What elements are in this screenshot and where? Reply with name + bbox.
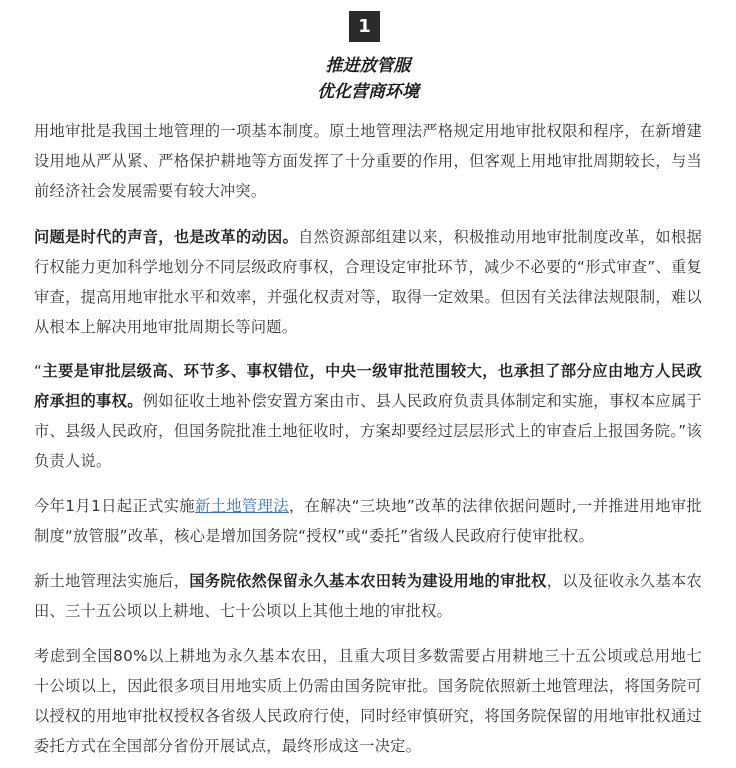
section-number-badge: 1 bbox=[349, 11, 380, 42]
paragraph-5-after: ，以及征收永久基本农田、三十五公顷以上耕地、七十公顷以上其他土地的审批权。 bbox=[34, 572, 702, 620]
paragraph-2 bbox=[34, 222, 702, 342]
paragraph-3 bbox=[34, 356, 702, 476]
paragraph-4-before: 今年1月1日起正式实施 bbox=[34, 497, 196, 515]
paragraph-5-bold: 国务院依然保留永久基本农田转为建设用地的审批权 bbox=[189, 572, 547, 590]
paragraph-3-bold: 主要是审批层级高、环节多、事权错位，中央一级审批范围较大，也承担了部分应由地方人民政府承担的事权。 bbox=[34, 362, 702, 410]
paragraph-2-text: 自然资源部组建以来，积极推动用地审批制度改革，如根据行权能力更加科学地划分不同层级政府事权，合理设定审批环节，减少不必要的“形式审查”、重复审查，提高用地审批水平和效率，并强化权责对等，取得一定效果。但因有关法律法规限制，难以从根本上解决用地审批周期长等问题。 bbox=[34, 228, 702, 336]
paragraph-4 bbox=[34, 491, 702, 551]
paragraph-1-text: 用地审批是我国土地管理的一项基本制度。原土地管理法严格规定用地审批权限和程序，在新增建设用地从严从紧、严格保护耕地等方面发挥了十分重要的作用，但客观上用地审批周期较长，与当前经济社会发展需要有较大冲突。 bbox=[34, 122, 702, 200]
land-law-link[interactable]: 新土地管理法 bbox=[195, 497, 289, 515]
paragraph-5 bbox=[34, 566, 702, 626]
paragraph-6-text: 考虑到全国80%以上耕地为永久基本农田，且重大项目多数需要占用耕地三十五公顷或总用地七十公顷以上，因此很多项目用地实质上仍需由国务院审批。国务院依照新土地管理法，将国务院可以授权的用地审批权授权各省级人民政府行使，同时经审慎研究，将国务院保留的用地审批权通过委托方式在全国部分省份开展试点，最终形成这一决定。 bbox=[34, 647, 702, 755]
paragraph-4-after: ，在解决“三块地”改革的法律依据问题时,一并推进用地审批制度“放管服”改革，核心是增加国务院“授权”或“委托”省级人民政府行使审批权。 bbox=[34, 497, 702, 545]
paragraph-2-bold: 问题是时代的声音，也是改革的动因。 bbox=[34, 228, 299, 246]
paragraph-1 bbox=[34, 116, 702, 206]
paragraph-3-text: 例如征收土地补偿安置方案由市、县人民政府负责具体制定和实施，事权本应属于市、县级人民政府，但国务院批准土地征收时，方案却要经过层层形式上的审查后上报国务院。”该负责人说。 bbox=[34, 392, 702, 470]
paragraph-3-lead: “ bbox=[34, 362, 43, 380]
section-title-line1: 推进放管服 bbox=[325, 56, 411, 76]
section-title-line2: 优化营商环境 bbox=[317, 82, 419, 102]
paragraph-6 bbox=[34, 641, 702, 761]
paragraph-5-before: 新土地管理法实施后， bbox=[34, 572, 190, 590]
